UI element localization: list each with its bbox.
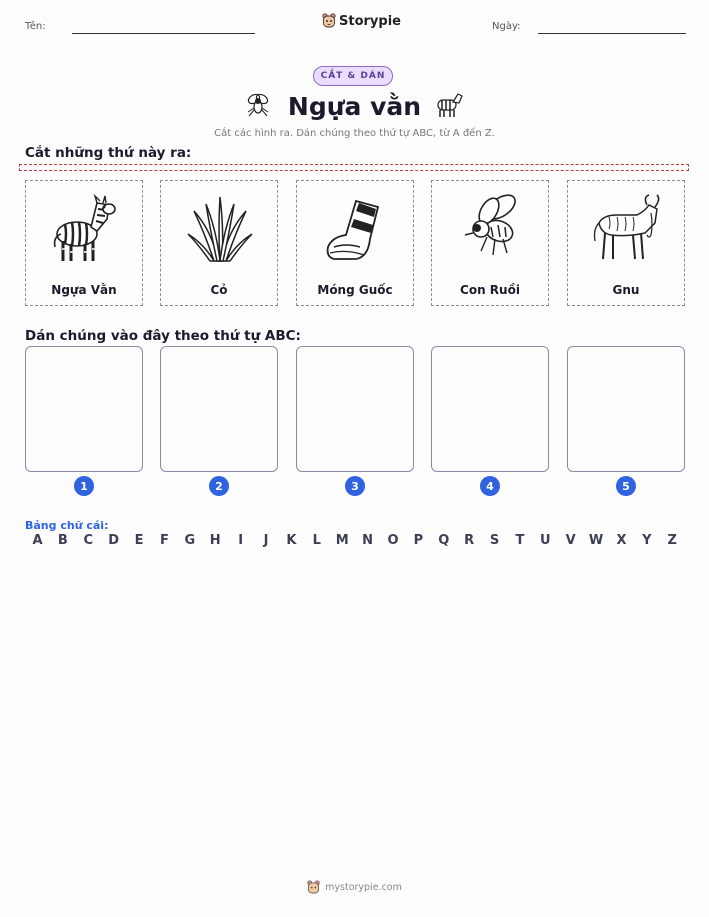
alphabet-letter: K <box>286 533 297 548</box>
zebra-icon <box>433 90 465 120</box>
alphabet-letter: N <box>362 533 374 548</box>
card-label: Móng Guốc <box>317 283 393 297</box>
alphabet-letter: B <box>57 533 68 548</box>
alphabet-letter: S <box>489 533 500 548</box>
alphabet-letter: E <box>134 533 144 548</box>
alphabet-letter: P <box>413 533 424 548</box>
instructions: Cắt các hình ra. Dán chúng theo thứ tự ABC, từ A đến Z. <box>214 128 495 139</box>
alphabet-row <box>25 533 685 548</box>
page-title: Ngựa vằn <box>287 92 422 121</box>
name-line[interactable] <box>72 33 255 34</box>
alphabet-letter: F <box>160 533 169 548</box>
alphabet-letter: I <box>238 533 244 548</box>
alphabet-letter: R <box>464 533 475 548</box>
cut-card-grass[interactable] <box>160 180 278 306</box>
footer <box>0 880 709 895</box>
grass-icon <box>180 189 260 269</box>
alphabet-letter: V <box>565 533 576 548</box>
card-label: Cỏ <box>210 283 228 297</box>
slot-number-4: 4 <box>480 476 500 496</box>
alphabet-letter: D <box>108 533 120 548</box>
alphabet-letter: Y <box>642 533 652 548</box>
name-label: Tên: <box>25 21 46 32</box>
slot-number-3: 3 <box>345 476 365 496</box>
alphabet-letter: T <box>515 533 525 548</box>
slot-number-1: 1 <box>74 476 94 496</box>
alphabet-letter: Z <box>667 533 677 548</box>
storypie-mascot-icon <box>307 880 320 895</box>
fly-icon <box>451 189 531 269</box>
paste-section-title: Dán chúng vào đây theo thứ tự ABC: <box>25 328 301 344</box>
cut-line <box>19 164 689 171</box>
alphabet-letter: J <box>263 533 269 548</box>
cut-card-wildebeest[interactable] <box>567 180 685 306</box>
cut-card-zebra[interactable] <box>25 180 143 306</box>
slot-number-2: 2 <box>209 476 229 496</box>
alphabet-letter: Q <box>438 533 450 548</box>
zebra-icon <box>45 189 125 269</box>
cut-card-fly[interactable] <box>431 180 549 306</box>
card-label: Con Ruồi <box>460 283 520 297</box>
footer-url[interactable]: mystorypie.com <box>325 882 402 893</box>
date-line[interactable] <box>538 33 686 34</box>
cut-card-hoof[interactable] <box>296 180 414 306</box>
paste-slot-4[interactable] <box>431 346 549 472</box>
date-label: Ngày: <box>492 21 521 32</box>
hoof-icon <box>316 189 396 269</box>
storypie-mascot-icon <box>322 13 336 29</box>
slot-number-5: 5 <box>616 476 636 496</box>
alphabet-letter: W <box>588 533 604 548</box>
alphabet-letter: A <box>32 533 43 548</box>
alphabet-letter: H <box>209 533 221 548</box>
card-label: Gnu <box>612 283 640 297</box>
paste-slot-1[interactable] <box>25 346 143 472</box>
alphabet-letter: X <box>616 533 627 548</box>
alphabet-letter: U <box>540 533 551 548</box>
alphabet-letter: O <box>387 533 399 548</box>
logo-text: Storypie <box>339 13 401 29</box>
alphabet-letter: C <box>83 533 94 548</box>
card-label: Ngựa Vằn <box>51 283 117 297</box>
alphabet-letter: L <box>312 533 321 548</box>
paste-slot-5[interactable] <box>567 346 685 472</box>
alphabet-title: Bảng chữ cái: <box>25 519 109 532</box>
alphabet-letter: M <box>335 533 349 548</box>
wildebeest-icon <box>587 189 667 269</box>
alphabet-letter: G <box>184 533 196 548</box>
paste-slot-2[interactable] <box>160 346 278 472</box>
activity-badge: CẮT & DÁN <box>313 66 393 86</box>
cut-section-title: Cắt những thứ này ra: <box>25 145 192 161</box>
paste-slot-3[interactable] <box>296 346 414 472</box>
storypie-logo <box>322 13 401 29</box>
